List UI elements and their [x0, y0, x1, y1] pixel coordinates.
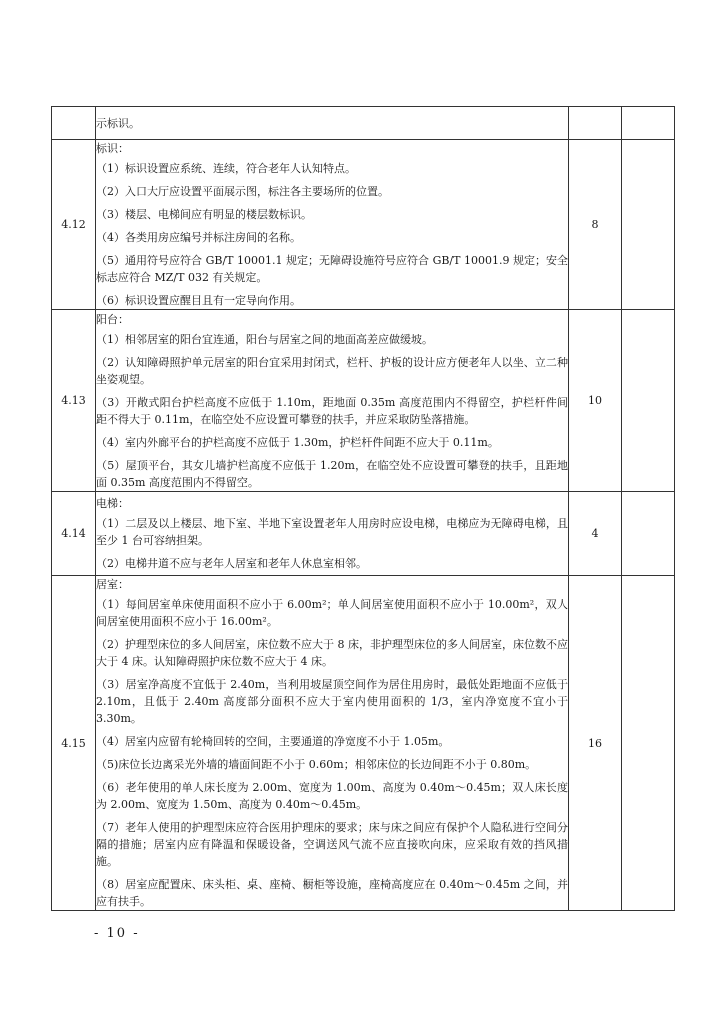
item-actual-score	[622, 310, 675, 492]
item-actual-score	[622, 107, 675, 140]
page-number: - 10 -	[94, 926, 140, 941]
item-clause: 示标识。	[96, 116, 140, 130]
item-score: 10	[569, 310, 622, 492]
item-clause: （2）护理型床位的多人间居室，床位数不应大于 8 床，非护理型床位的多人间居室，床位数不应大于 4 床。认知障碍照护床位数不应大于 4 床。	[96, 638, 568, 668]
item-actual-score	[622, 140, 675, 310]
item-clause: （8）居室应配置床、床头柜、桌、座椅、橱柜等设施，座椅高度应在 0.40m～0.45m 之间，并应有扶手。	[96, 878, 568, 908]
item-heading: 电梯：	[96, 497, 129, 510]
item-actual-score	[622, 576, 675, 911]
item-heading: 标识：	[96, 142, 129, 155]
item-clause: （2）入口大厅应设置平面展示图，标注各主要场所的位置。	[96, 185, 389, 198]
item-content	[96, 140, 569, 310]
item-number: 4.12	[52, 140, 96, 310]
item-clause: （7）老年人使用的护理型床应符合医用护理床的要求；床与床之间应有保护个人隐私进行空间分隔的措施；居室内应有降温和保暖设备，空调送风气流不应直接吹向床，应采取有效的挡风措施。	[96, 821, 568, 868]
item-score	[569, 107, 622, 140]
item-clause: （4）各类用房应编号并标注房间的名称。	[96, 231, 301, 244]
table-row	[52, 140, 675, 310]
item-clause: （1）标识设置应系统、连续，符合老年人认知特点。	[96, 162, 356, 175]
item-clause: （4）居室内应留有轮椅回转的空间，主要通道的净宽度不小于 1.05m。	[96, 735, 450, 748]
item-actual-score	[622, 492, 675, 576]
item-score: 8	[569, 140, 622, 310]
item-clause: （1）相邻居室的阳台宜连通，阳台与居室之间的地面高差应做缓坡。	[96, 332, 433, 346]
item-number: 4.15	[52, 576, 96, 911]
item-number	[52, 107, 96, 140]
table-row	[52, 492, 675, 576]
item-clause: （3）开敞式阳台护栏高度不应低于 1.10m，距地面 0.35m 高度范围内不得留空，护栏杆件间距不得大于 0.11m，在临空处不应设置可攀登的扶手，并应采取防坠落措施。	[96, 395, 568, 426]
table-row	[52, 576, 675, 911]
item-clause: （6）标识设置应醒目且有一定导向作用。	[96, 294, 301, 307]
item-clause: （5）通用符号应符合 GB/T 10001.1 规定；无障碍设施符号应符合 GB/T 10001.9 规定；安全标志应符合 MZ/T 032 有关规定。	[96, 254, 568, 284]
item-clause: （5）屋顶平台，其女儿墙护栏高度不应低于 1.20m，在临空处不应设置可攀登的扶手，且距地面 0.35m 高度范围内不得留空。	[96, 458, 568, 489]
item-clause: （2）认知障碍照护单元居室的阳台宜采用封闭式，栏杆、护板的设计应方便老年人以坐、立二种坐姿观望。	[96, 355, 568, 386]
item-clause: （2）电梯井道不应与老年人居室和老年人休息室相邻。	[96, 557, 367, 570]
table-row	[52, 310, 675, 492]
item-clause: （1）每间居室单床使用面积不应小于 6.00m²；单人间居室使用面积不应小于 10.00m²，双人间居室使用面积不应小于 16.00m²。	[96, 598, 568, 628]
item-number: 4.14	[52, 492, 96, 576]
item-content	[96, 310, 569, 492]
item-score: 4	[569, 492, 622, 576]
item-content	[96, 576, 569, 911]
item-clause: （3）居室净高度不宜低于 2.40m，当利用坡屋顶空间作为居住用房时，最低处距地面不应低于 2.10m，且低于 2.40m 高度部分面积不应大于室内使用面积的 1/3，室内净宽度不宜小于 3.30m。	[96, 678, 568, 725]
table-row	[52, 107, 675, 140]
item-score: 16	[569, 576, 622, 911]
item-number: 4.13	[52, 310, 96, 492]
item-clause: （4）室内外廊平台的护栏高度不应低于 1.30m，护栏杆件间距不应大于 0.11m。	[96, 435, 499, 449]
item-content	[96, 492, 569, 576]
item-heading: 阳台：	[96, 312, 129, 326]
scoring-table	[51, 106, 675, 911]
item-content	[96, 107, 569, 140]
item-clause: （1）二层及以上楼层、地下室、半地下室设置老年人用房时应设电梯，电梯应为无障碍电梯，且至少 1 台可容纳担架。	[96, 517, 568, 547]
item-clause: （5)床位长边离采光外墙的墙面间距不小于 0.60m；相邻床位的长边间距不小于 0.80m。	[96, 758, 537, 771]
item-heading: 居室：	[96, 578, 129, 591]
item-clause: （3）楼层、电梯间应有明显的楼层数标识。	[96, 208, 312, 221]
item-clause: （6）老年使用的单人床长度为 2.00m、宽度为 1.00m、高度为 0.40m～0.45m；双人床长度为 2.00m、宽度为 1.50m、高度为 0.40m～0.45m。	[96, 781, 568, 811]
